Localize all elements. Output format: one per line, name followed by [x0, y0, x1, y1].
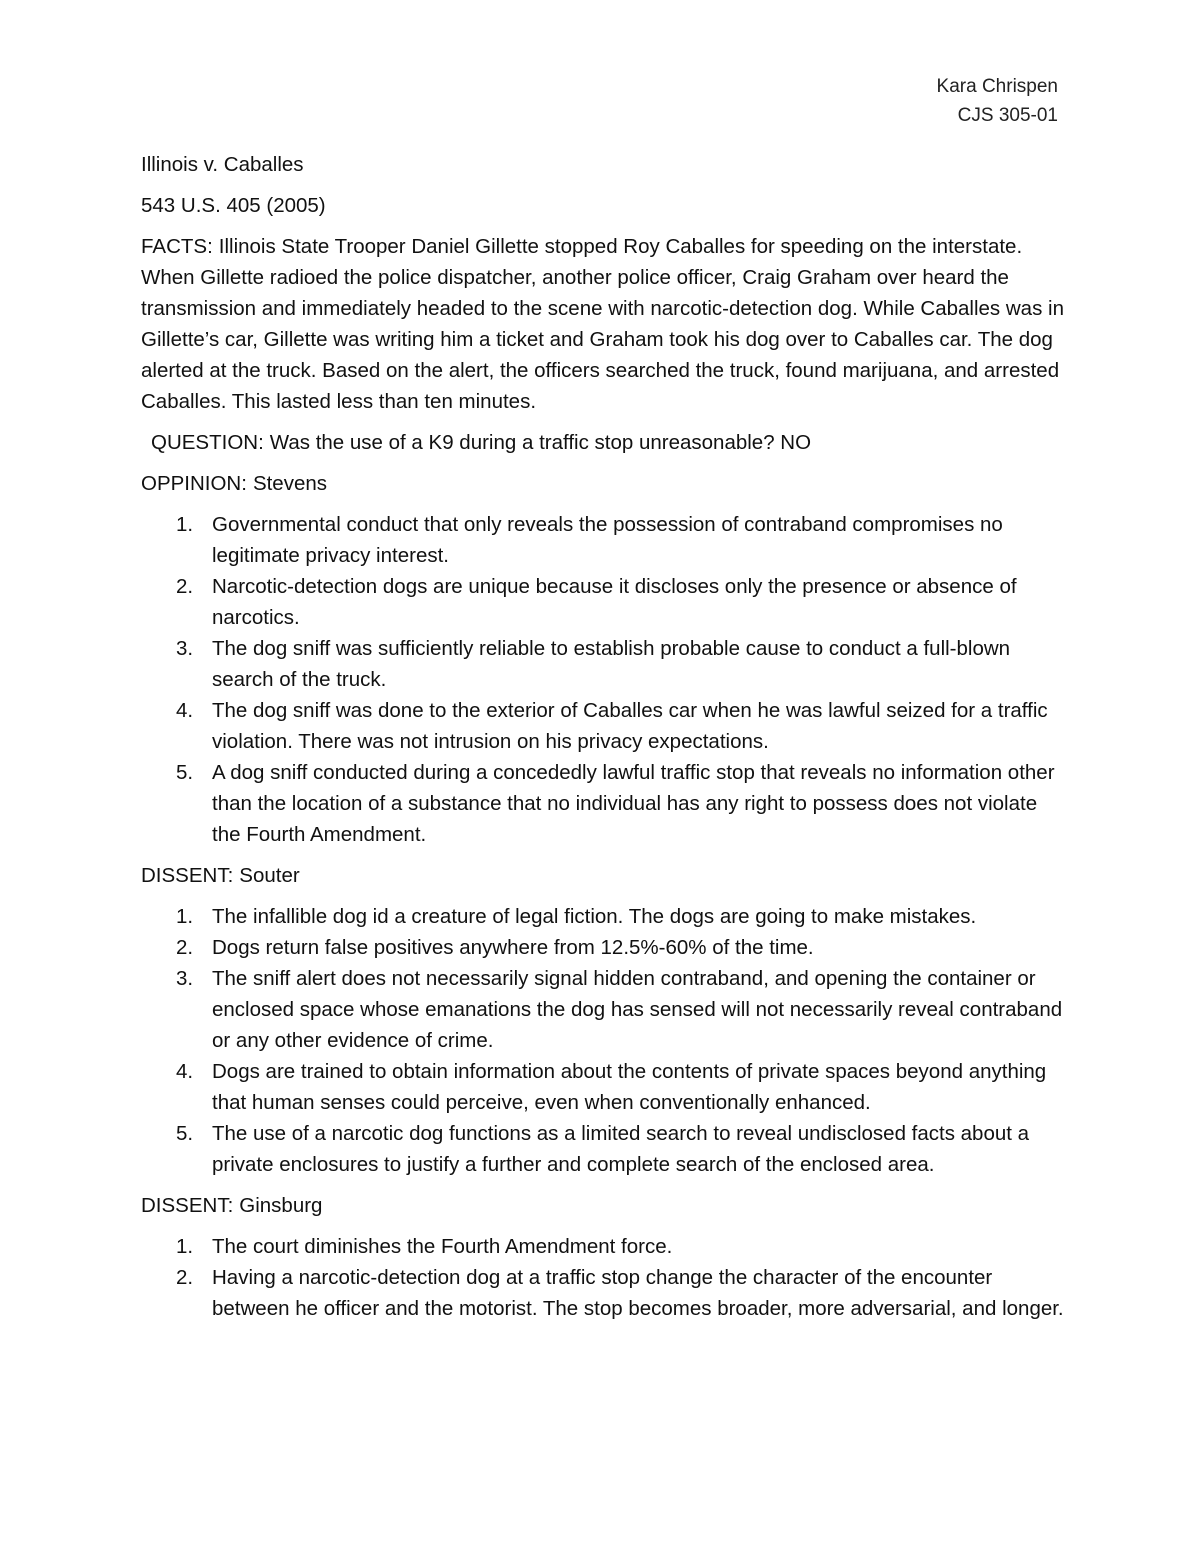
list-item	[141, 571, 1066, 633]
list-number: 3.	[176, 637, 194, 660]
dissent-label: DISSENT:	[141, 864, 234, 887]
dissent-ginsburg-points	[141, 1231, 1066, 1324]
dissent-author: Souter	[239, 864, 300, 887]
facts-label: FACTS:	[141, 235, 213, 258]
question-text: Was the use of a K9 during a traffic stop unreasonable? NO	[269, 431, 812, 454]
document-header	[937, 72, 1058, 130]
list-item	[141, 695, 1066, 757]
dissent-author: Ginsburg	[239, 1194, 323, 1217]
opinion-points	[141, 509, 1066, 850]
list-text: Dogs are trained to obtain information about the contents of private spaces beyond anything that human senses could perceive, even when conventionally enhanced.	[212, 1060, 1047, 1114]
list-number: 4.	[176, 1060, 194, 1083]
case-citation: 543 U.S. 405 (2005)	[141, 194, 326, 217]
list-text: Governmental conduct that only reveals the possession of contraband compromises no legitimate privacy interest.	[212, 513, 1003, 567]
list-text: Having a narcotic-detection dog at a traffic stop change the character of the encounter between he officer and the motorist. The stop becomes broader, more adversarial, and longer.	[212, 1266, 1064, 1320]
facts-text: Illinois State Trooper Daniel Gillette stopped Roy Caballes for speeding on the interstate. When Gillette radioed the police dispatcher, another police officer, Craig Graham over heard the transmission and immediately headed to the scene with narcotic-detection dog. While Caballes was in Gillette’s car, Gillette was writing him a ticket and Graham took his dog over to Caballes car. The dog alerted at the truck. Based on the alert, the officers searched the truck, found marijuana, and arrested Caballes. This lasted less than ten minutes.	[141, 235, 1064, 413]
list-item	[141, 1056, 1066, 1118]
list-number: 1.	[176, 513, 194, 536]
author-name: Kara Chrispen	[936, 76, 1058, 97]
list-text: The court diminishes the Fourth Amendment force.	[212, 1235, 673, 1258]
list-item	[141, 963, 1066, 1056]
list-number: 2.	[176, 1266, 194, 1289]
document-body	[141, 149, 1066, 1334]
list-text: The infallible dog id a creature of legal fiction. The dogs are going to make mistakes.	[212, 905, 977, 928]
list-text: The dog sniff was sufficiently reliable to establish probable cause to conduct a full-blown search of the truck.	[212, 637, 1011, 691]
list-number: 5.	[176, 761, 194, 784]
dissent-souter-heading	[141, 860, 1066, 891]
list-number: 2.	[176, 575, 194, 598]
list-item	[141, 1231, 1066, 1262]
question-section	[141, 427, 1066, 458]
opinion-label: OPPINION:	[141, 472, 247, 495]
list-item	[141, 757, 1066, 850]
facts-section	[141, 231, 1066, 417]
list-item	[141, 932, 1066, 963]
list-item	[141, 1118, 1066, 1180]
list-text: The sniff alert does not necessarily signal hidden contraband, and opening the container or enclosed space whose emanations the dog has sensed will not necessarily reveal contraband or any other evidence of crime.	[212, 967, 1063, 1052]
case-name: Illinois v. Caballes	[141, 153, 304, 176]
course-code: CJS 305-01	[957, 105, 1058, 126]
list-item	[141, 509, 1066, 571]
list-number: 5.	[176, 1122, 194, 1145]
list-item	[141, 901, 1066, 932]
list-item	[141, 1262, 1066, 1324]
list-number: 3.	[176, 967, 194, 990]
list-number: 1.	[176, 905, 194, 928]
list-item	[141, 633, 1066, 695]
list-number: 1.	[176, 1235, 194, 1258]
opinion-heading	[141, 468, 1066, 499]
list-number: 4.	[176, 699, 194, 722]
dissent-label: DISSENT:	[141, 1194, 234, 1217]
list-text: The dog sniff was done to the exterior of Caballes car when he was lawful seized for a traffic violation. There was not intrusion on his privacy expectations.	[212, 699, 1048, 753]
dissent-ginsburg-heading	[141, 1190, 1066, 1221]
list-text: Narcotic-detection dogs are unique because it discloses only the presence or absence of narcotics.	[212, 575, 1017, 629]
dissent-souter-points	[141, 901, 1066, 1180]
list-text: Dogs return false positives anywhere from 12.5%-60% of the time.	[212, 936, 814, 959]
question-label: QUESTION:	[151, 431, 264, 454]
list-text: The use of a narcotic dog functions as a limited search to reveal undisclosed facts about a private enclosures to justify a further and complete search of the enclosed area.	[212, 1122, 1030, 1176]
list-number: 2.	[176, 936, 194, 959]
opinion-author: Stevens	[252, 472, 328, 495]
list-text: A dog sniff conducted during a concededly lawful traffic stop that reveals no information other than the location of a substance that no individual has any right to possess does not violate the Fourth Amendment.	[212, 761, 1055, 846]
